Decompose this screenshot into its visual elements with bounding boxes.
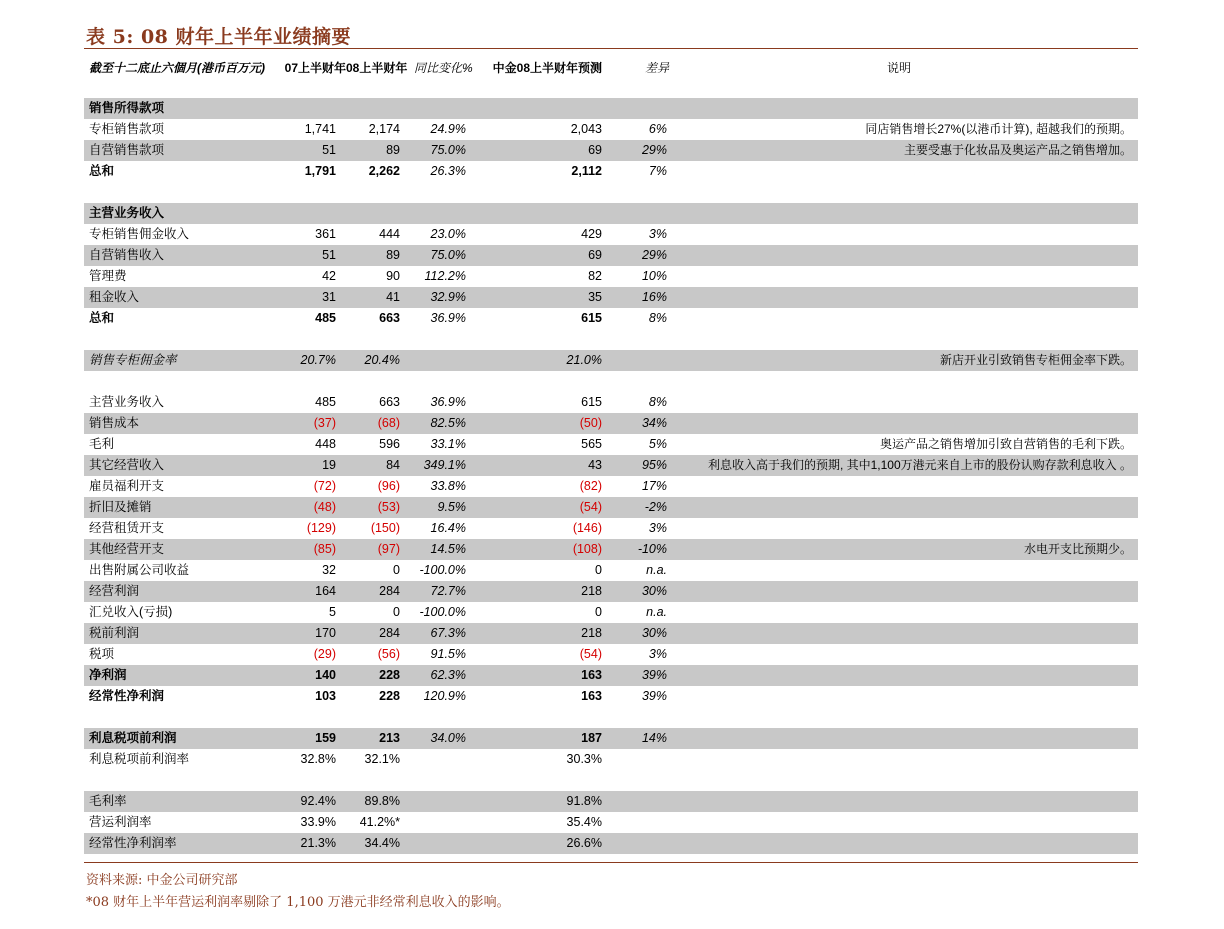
cell-08h1: 20.4% bbox=[364, 353, 400, 367]
cell-07h1: 103 bbox=[315, 689, 336, 703]
row-label: 总和 bbox=[89, 164, 115, 178]
cell-forecast: 429 bbox=[581, 227, 602, 241]
cell-variance: 34% bbox=[641, 416, 667, 430]
cell-08h1: (150) bbox=[370, 521, 400, 535]
cell-07h1: (48) bbox=[313, 500, 336, 514]
cell-yoy: 32.9% bbox=[430, 290, 466, 304]
table-row bbox=[84, 539, 1138, 560]
cell-08h1: 90 bbox=[386, 269, 400, 283]
cell-08h1: 284 bbox=[379, 584, 400, 598]
table-row bbox=[84, 413, 1138, 434]
cell-note bbox=[684, 392, 1132, 413]
table-row bbox=[84, 728, 1138, 749]
row-label: 毛利率 bbox=[89, 794, 127, 808]
table-row bbox=[84, 455, 1138, 476]
cell-note bbox=[684, 161, 1132, 182]
cell-08h1: 2,174 bbox=[368, 122, 400, 136]
cell-08h1: 41 bbox=[386, 290, 400, 304]
cell-08h1: 213 bbox=[379, 731, 400, 745]
row-label: 毛利 bbox=[89, 437, 115, 451]
table-row bbox=[84, 161, 1138, 182]
cell-variance: 16% bbox=[641, 290, 667, 304]
cell-yoy: 9.5% bbox=[437, 500, 466, 514]
cell-variance: 3% bbox=[648, 647, 667, 661]
table-row bbox=[84, 623, 1138, 644]
cell-variance: 3% bbox=[648, 227, 667, 241]
cell-variance bbox=[604, 833, 667, 854]
cell-forecast bbox=[534, 203, 602, 224]
cell-variance bbox=[604, 749, 667, 770]
cell-variance: 7% bbox=[648, 164, 667, 178]
cell-08h1: 89 bbox=[386, 248, 400, 262]
cell-08h1 bbox=[339, 203, 400, 224]
cell-07h1: 33.9% bbox=[300, 815, 336, 829]
header-notes: 说明 bbox=[886, 61, 911, 75]
source-note: 资料来源: 中金公司研究部 bbox=[86, 873, 238, 888]
table-row bbox=[84, 203, 1138, 224]
cell-variance: -10% bbox=[637, 542, 667, 556]
header-08h1: 08上半财年 bbox=[346, 61, 408, 75]
cell-note: 主要受惠于化妆品及奥运产品之销售增加。 bbox=[903, 143, 1132, 157]
cell-08h1: 2,262 bbox=[368, 164, 400, 178]
row-label: 雇员福利开支 bbox=[89, 479, 165, 493]
table-row bbox=[84, 98, 1138, 119]
cell-07h1: 51 bbox=[322, 143, 336, 157]
cell-08h1: (53) bbox=[377, 500, 400, 514]
cell-variance: n.a. bbox=[646, 563, 667, 577]
cell-08h1: 32.1% bbox=[364, 752, 400, 766]
cell-yoy: 75.0% bbox=[430, 143, 466, 157]
row-label: 利息税项前利润率 bbox=[89, 752, 190, 766]
cell-note: 同店销售增长27%(以港币计算), 超越我们的预期。 bbox=[865, 122, 1132, 136]
cell-07h1: 51 bbox=[322, 248, 336, 262]
cell-variance: n.a. bbox=[646, 605, 667, 619]
cell-variance: 17% bbox=[641, 479, 667, 493]
cell-08h1: 596 bbox=[379, 437, 400, 451]
cell-note bbox=[684, 728, 1132, 749]
header-yoy: 同比变化% bbox=[414, 61, 473, 75]
table-title: 表 5: 08 财年上半年业绩摘要 bbox=[86, 26, 352, 48]
cell-yoy bbox=[404, 350, 466, 371]
cell-07h1: 1,791 bbox=[304, 164, 336, 178]
cell-yoy: 34.0% bbox=[430, 731, 466, 745]
cell-variance: 39% bbox=[641, 689, 667, 703]
cell-variance bbox=[604, 791, 667, 812]
cell-note bbox=[684, 644, 1132, 665]
row-label: 租金收入 bbox=[89, 290, 140, 304]
row-label: 营运利润率 bbox=[89, 815, 152, 829]
cell-yoy: 349.1% bbox=[423, 458, 466, 472]
cell-variance: 3% bbox=[648, 521, 667, 535]
cell-yoy: 36.9% bbox=[430, 311, 466, 325]
cell-forecast: 565 bbox=[581, 437, 602, 451]
cell-note bbox=[684, 203, 1132, 224]
cell-forecast: 218 bbox=[581, 584, 602, 598]
row-label: 其它经营收入 bbox=[89, 458, 165, 472]
cell-note bbox=[684, 518, 1132, 539]
cell-forecast: 187 bbox=[581, 731, 602, 745]
cell-forecast: 43 bbox=[588, 458, 602, 472]
table-row bbox=[84, 245, 1138, 266]
cell-forecast: (108) bbox=[572, 542, 602, 556]
table-row bbox=[84, 812, 1138, 833]
cell-forecast: (146) bbox=[572, 521, 602, 535]
table-row bbox=[84, 791, 1138, 812]
cell-07h1: 485 bbox=[315, 311, 336, 325]
table-row bbox=[84, 686, 1138, 707]
cell-note bbox=[684, 266, 1132, 287]
cell-note bbox=[684, 497, 1132, 518]
cell-variance: 5% bbox=[648, 437, 667, 451]
cell-note bbox=[684, 308, 1132, 329]
row-label: 销售专柜佣金率 bbox=[89, 353, 177, 367]
row-label: 专柜销售佣金收入 bbox=[89, 227, 190, 241]
cell-07h1: 5 bbox=[329, 605, 336, 619]
table-row bbox=[84, 497, 1138, 518]
table-row bbox=[84, 119, 1138, 140]
table-row bbox=[84, 266, 1138, 287]
cell-yoy: -100.0% bbox=[419, 605, 466, 619]
cell-note: 新店开业引致销售专柜佣金率下跌。 bbox=[939, 353, 1132, 367]
cell-07h1 bbox=[264, 203, 336, 224]
cell-forecast: 0 bbox=[595, 563, 602, 577]
table-row bbox=[84, 644, 1138, 665]
row-label: 专柜销售款项 bbox=[89, 122, 165, 136]
cell-forecast bbox=[534, 98, 602, 119]
cell-yoy: 36.9% bbox=[430, 395, 466, 409]
cell-07h1: 42 bbox=[322, 269, 336, 283]
cell-yoy: 112.2% bbox=[424, 269, 466, 283]
cell-yoy: 23.0% bbox=[430, 227, 466, 241]
cell-note bbox=[684, 413, 1132, 434]
cell-07h1: 485 bbox=[315, 395, 336, 409]
cell-forecast: 163 bbox=[581, 668, 602, 682]
cell-forecast: 35 bbox=[588, 290, 602, 304]
cell-forecast: (54) bbox=[579, 500, 602, 514]
cell-07h1: 31 bbox=[322, 290, 336, 304]
cell-yoy: 33.8% bbox=[430, 479, 466, 493]
cell-yoy: 82.5% bbox=[430, 416, 466, 430]
table-row bbox=[84, 287, 1138, 308]
row-label: 自营销售收入 bbox=[89, 248, 165, 262]
row-label: 折旧及摊销 bbox=[89, 500, 152, 514]
cell-forecast: 26.6% bbox=[566, 836, 602, 850]
bottom-rule bbox=[84, 862, 1138, 863]
table-row bbox=[84, 749, 1138, 770]
cell-yoy: 26.3% bbox=[430, 164, 466, 178]
row-label: 主营业务收入 bbox=[89, 206, 165, 220]
cell-forecast: (54) bbox=[579, 647, 602, 661]
cell-yoy: 24.9% bbox=[430, 122, 466, 136]
cell-note bbox=[684, 686, 1132, 707]
table-row bbox=[84, 392, 1138, 413]
cell-08h1 bbox=[339, 98, 400, 119]
cell-yoy: 62.3% bbox=[430, 668, 466, 682]
cell-yoy: 16.4% bbox=[430, 521, 466, 535]
table-row bbox=[84, 560, 1138, 581]
cell-08h1: 84 bbox=[386, 458, 400, 472]
row-label: 总和 bbox=[89, 311, 115, 325]
header-variance: 差异 bbox=[644, 61, 669, 75]
cell-forecast: 163 bbox=[581, 689, 602, 703]
row-label: 经营租赁开支 bbox=[89, 521, 165, 535]
cell-07h1: 21.3% bbox=[300, 836, 336, 850]
cell-forecast: 69 bbox=[588, 143, 602, 157]
cell-yoy bbox=[404, 203, 466, 224]
cell-yoy: 14.5% bbox=[430, 542, 466, 556]
cell-07h1: 19 bbox=[322, 458, 336, 472]
cell-yoy bbox=[404, 749, 466, 770]
row-label: 自营销售款项 bbox=[89, 143, 165, 157]
cell-note bbox=[684, 749, 1132, 770]
cell-variance: 30% bbox=[641, 626, 667, 640]
table-header-row bbox=[84, 58, 1138, 79]
cell-08h1: 228 bbox=[379, 668, 400, 682]
cell-variance: 29% bbox=[641, 248, 667, 262]
cell-yoy: 67.3% bbox=[430, 626, 466, 640]
cell-08h1: 284 bbox=[379, 626, 400, 640]
cell-yoy bbox=[404, 791, 466, 812]
cell-forecast: 2,043 bbox=[570, 122, 602, 136]
cell-yoy: -100.0% bbox=[419, 563, 466, 577]
cell-variance bbox=[604, 203, 667, 224]
cell-variance: 8% bbox=[648, 395, 667, 409]
cell-07h1: 448 bbox=[315, 437, 336, 451]
table-row bbox=[84, 434, 1138, 455]
cell-note bbox=[684, 602, 1132, 623]
cell-variance bbox=[604, 350, 667, 371]
cell-forecast: 30.3% bbox=[566, 752, 602, 766]
cell-07h1: (129) bbox=[306, 521, 336, 535]
cell-forecast: 91.8% bbox=[566, 794, 602, 808]
row-label: 销售成本 bbox=[89, 416, 140, 430]
row-label: 主营业务收入 bbox=[89, 395, 165, 409]
cell-08h1: 34.4% bbox=[364, 836, 400, 850]
cell-note bbox=[684, 98, 1132, 119]
cell-08h1: (96) bbox=[377, 479, 400, 493]
cell-08h1: 663 bbox=[379, 395, 400, 409]
cell-07h1: 20.7% bbox=[300, 353, 336, 367]
cell-forecast: 0 bbox=[595, 605, 602, 619]
row-label: 汇兑收入(亏损) bbox=[89, 605, 173, 619]
cell-note bbox=[684, 833, 1132, 854]
table-row bbox=[84, 602, 1138, 623]
cell-08h1: (97) bbox=[377, 542, 400, 556]
table-row bbox=[84, 308, 1138, 329]
cell-variance: 6% bbox=[648, 122, 667, 136]
cell-forecast: (82) bbox=[579, 479, 602, 493]
cell-08h1: (56) bbox=[377, 647, 400, 661]
row-label: 税项 bbox=[89, 647, 115, 661]
cell-note bbox=[684, 245, 1132, 266]
cell-08h1: 0 bbox=[393, 563, 400, 577]
cell-07h1: 32 bbox=[322, 563, 336, 577]
cell-07h1: (29) bbox=[313, 647, 336, 661]
cell-variance: 95% bbox=[641, 458, 667, 472]
cell-variance: 30% bbox=[641, 584, 667, 598]
cell-07h1: 92.4% bbox=[300, 794, 336, 808]
cell-forecast: 82 bbox=[588, 269, 602, 283]
row-label: 其他经营开支 bbox=[89, 542, 165, 556]
top-rule bbox=[84, 48, 1138, 49]
cell-yoy bbox=[404, 812, 466, 833]
cell-note: 奥运产品之销售增加引致自营销售的毛利下跌。 bbox=[879, 437, 1132, 451]
cell-07h1: 159 bbox=[315, 731, 336, 745]
cell-note bbox=[684, 791, 1132, 812]
cell-yoy bbox=[404, 98, 466, 119]
cell-variance: 39% bbox=[641, 668, 667, 682]
header-07h1: 07上半财年 bbox=[284, 61, 346, 75]
cell-08h1: 0 bbox=[393, 605, 400, 619]
cell-07h1: 32.8% bbox=[300, 752, 336, 766]
cell-08h1: 444 bbox=[379, 227, 400, 241]
cell-forecast: 615 bbox=[581, 311, 602, 325]
cell-08h1: 41.2%* bbox=[359, 815, 400, 829]
cell-07h1: (72) bbox=[313, 479, 336, 493]
cell-08h1: 228 bbox=[379, 689, 400, 703]
row-label: 管理费 bbox=[89, 269, 127, 283]
row-label: 经常性净利润 bbox=[89, 689, 165, 703]
cell-08h1: 663 bbox=[379, 311, 400, 325]
cell-note bbox=[684, 224, 1132, 245]
row-label: 出售附属公司收益 bbox=[89, 563, 190, 577]
cell-yoy: 33.1% bbox=[430, 437, 466, 451]
cell-07h1: 1,741 bbox=[304, 122, 336, 136]
cell-07h1: (85) bbox=[313, 542, 336, 556]
cell-note bbox=[684, 623, 1132, 644]
table-row bbox=[84, 350, 1138, 371]
cell-note bbox=[684, 287, 1132, 308]
cell-forecast: 21.0% bbox=[566, 353, 602, 367]
table-row bbox=[84, 476, 1138, 497]
table-row bbox=[84, 224, 1138, 245]
cell-note bbox=[684, 665, 1132, 686]
row-label: 经常性净利润率 bbox=[89, 836, 177, 850]
cell-07h1: 361 bbox=[315, 227, 336, 241]
cell-forecast: 35.4% bbox=[566, 815, 602, 829]
header-cicc-forecast: 中金08上半财年预测 bbox=[492, 61, 602, 75]
cell-variance bbox=[604, 98, 667, 119]
row-label: 利息税项前利润 bbox=[89, 731, 177, 745]
table-row bbox=[84, 581, 1138, 602]
cell-note: 利息收入高于我们的预期, 其中1,100万港元来自上市的股份认购存款利息收入 。 bbox=[707, 458, 1132, 472]
cell-note bbox=[684, 560, 1132, 581]
table-row bbox=[84, 518, 1138, 539]
cell-07h1: 164 bbox=[315, 584, 336, 598]
cell-note bbox=[684, 812, 1132, 833]
cell-08h1: 89 bbox=[386, 143, 400, 157]
row-label: 销售所得款项 bbox=[89, 101, 165, 115]
cell-07h1: 170 bbox=[315, 626, 336, 640]
cell-note bbox=[684, 581, 1132, 602]
table-row bbox=[84, 833, 1138, 854]
footnote: *08 财年上半年营运利润率剔除了 1,100 万港元非经常利息收入的影响。 bbox=[86, 895, 510, 910]
cell-forecast: (50) bbox=[579, 416, 602, 430]
cell-08h1: (68) bbox=[377, 416, 400, 430]
cell-variance: 8% bbox=[648, 311, 667, 325]
cell-07h1: 140 bbox=[315, 668, 336, 682]
cell-variance: -2% bbox=[644, 500, 667, 514]
cell-forecast: 218 bbox=[581, 626, 602, 640]
cell-note: 水电开支比预期少。 bbox=[1023, 542, 1132, 556]
table-row bbox=[84, 665, 1138, 686]
cell-yoy: 120.9% bbox=[423, 689, 466, 703]
cell-note bbox=[684, 476, 1132, 497]
cell-forecast: 69 bbox=[588, 248, 602, 262]
cell-forecast: 2,112 bbox=[571, 164, 602, 178]
cell-variance bbox=[604, 812, 667, 833]
cell-07h1 bbox=[264, 98, 336, 119]
header-period: 截至十二底止六個月(港币百万元) bbox=[89, 61, 265, 75]
cell-yoy: 72.7% bbox=[430, 584, 466, 598]
cell-forecast: 615 bbox=[581, 395, 602, 409]
row-label: 经营利润 bbox=[89, 584, 140, 598]
cell-yoy: 91.5% bbox=[430, 647, 466, 661]
cell-08h1: 89.8% bbox=[364, 794, 400, 808]
cell-variance: 10% bbox=[641, 269, 667, 283]
cell-variance: 29% bbox=[641, 143, 667, 157]
cell-07h1: (37) bbox=[313, 416, 336, 430]
row-label: 税前利润 bbox=[89, 626, 140, 640]
cell-variance: 14% bbox=[641, 731, 667, 745]
cell-yoy: 75.0% bbox=[430, 248, 466, 262]
cell-yoy bbox=[404, 833, 466, 854]
table-row bbox=[84, 140, 1138, 161]
row-label: 净利润 bbox=[89, 668, 127, 682]
